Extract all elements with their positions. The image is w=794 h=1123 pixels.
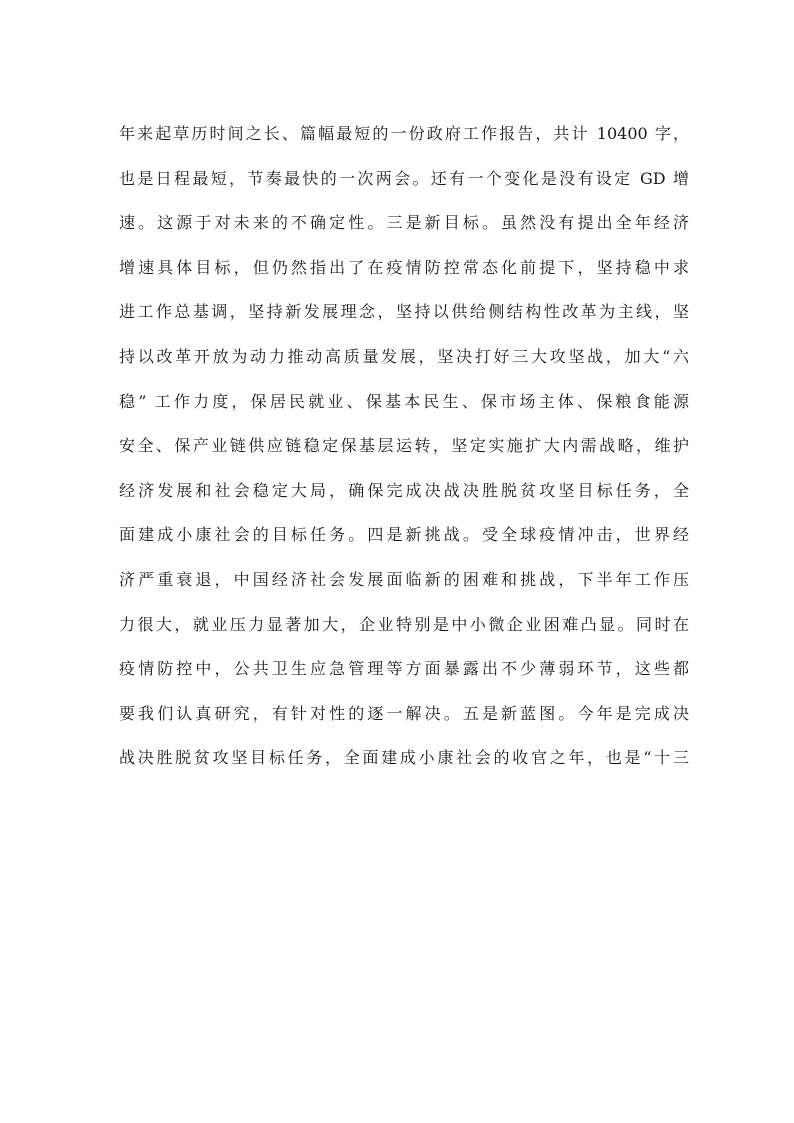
text-line: 面建成小康社会的目标任务。四是新挑战。受全球疫情冲击，世界经 bbox=[119, 525, 689, 545]
text-line: 进工作总基调，坚持新发展理念，坚持以供给侧结构性改革为主线，坚 bbox=[119, 302, 689, 322]
text-line: 疫情防控中，公共卫生应急管理等方面暴露出不少薄弱环节，这些都 bbox=[119, 659, 689, 679]
text-line: 也是日程最短，节奏最快的一次两会。还有一个变化是没有设定 GD 增 bbox=[119, 168, 689, 188]
text-line: 速。这源于对未来的不确定性。三是新目标。虽然没有提出全年经济 bbox=[119, 213, 689, 233]
text-line: 增速具体目标，但仍然指出了在疫情防控常态化前提下，坚持稳中求 bbox=[119, 257, 689, 277]
text-line: 战决胜脱贫攻坚目标任务，全面建成小康社会的收官之年，也是“十三 bbox=[119, 748, 689, 768]
text-line: 安全、保产业链供应链稳定保基层运转，坚定实施扩大内需战略，维护 bbox=[119, 436, 689, 456]
text-line: 经济发展和社会稳定大局，确保完成决战决胜脱贫攻坚目标任务，全 bbox=[119, 480, 689, 500]
text-line: 要我们认真研究，有针对性的逐一解决。五是新蓝图。今年是完成决 bbox=[119, 703, 689, 723]
text-line: 济严重衰退，中国经济社会发展面临新的困难和挑战，下半年工作压 bbox=[119, 569, 689, 589]
text-line: 稳” 工作力度，保居民就业、保基本民生、保市场主体、保粮食能源 bbox=[119, 391, 689, 411]
text-line: 年来起草历时间之长、篇幅最短的一份政府工作报告，共计 10400 字， bbox=[119, 124, 689, 143]
text-line: 力很大，就业压力显著加大，企业特别是中小微企业困难凸显。同时在 bbox=[119, 614, 689, 634]
text-line: 持以改革开放为动力推动高质量发展，坚决打好三大攻坚战，加大“六 bbox=[119, 346, 689, 366]
body-text bbox=[119, 112, 689, 781]
